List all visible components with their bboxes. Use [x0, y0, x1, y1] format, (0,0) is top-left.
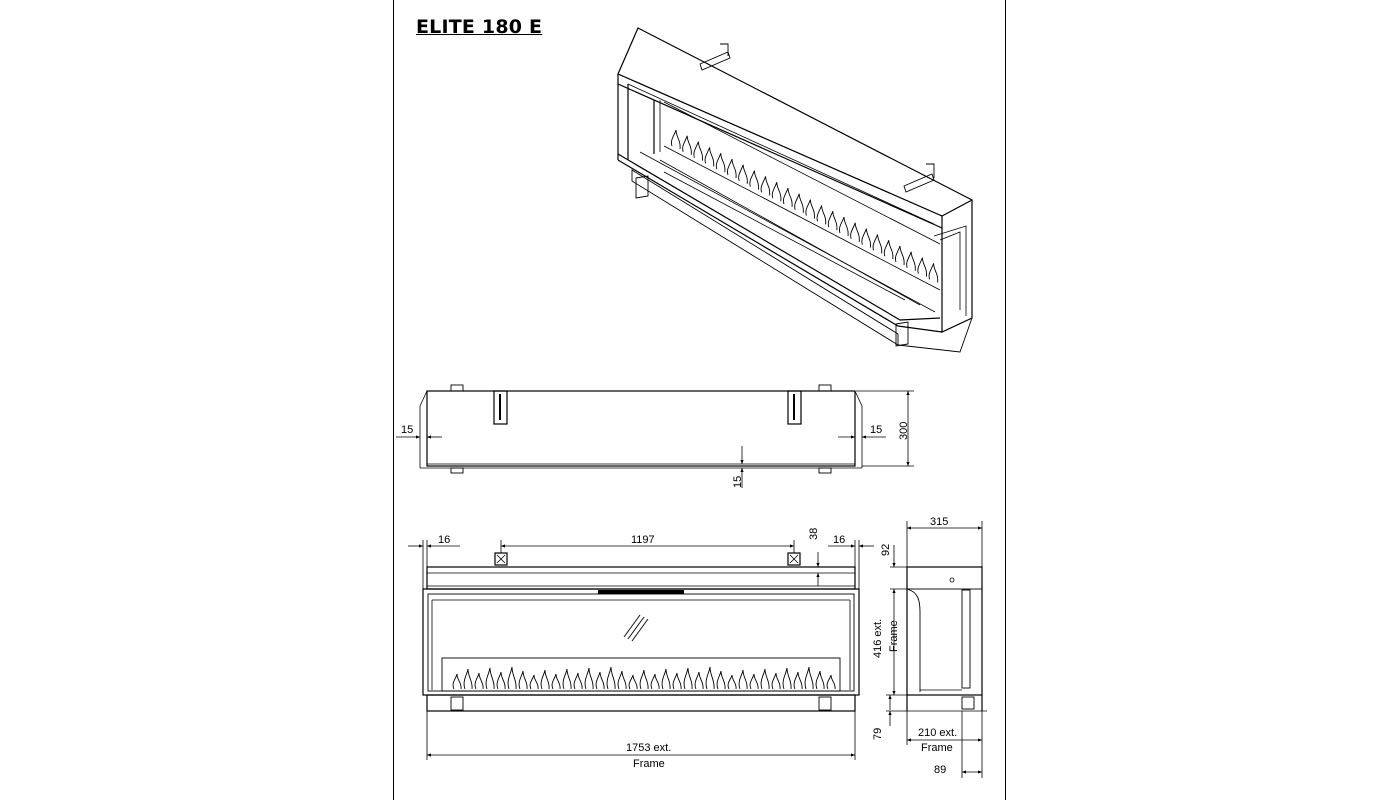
top-view — [420, 385, 862, 473]
side-dim-frame-height: 416 ext. — [872, 618, 884, 658]
side-dim-frame-depth: 210 ext. — [918, 727, 958, 739]
front-dim-right-offset: 16 — [833, 534, 846, 546]
top-dim-bottom: 15 — [732, 475, 744, 488]
front-dim-bracket-spacing: 1197 — [631, 534, 655, 546]
side-dim-frame-depth-note: Frame — [921, 742, 953, 754]
front-view — [423, 553, 859, 711]
drawing-title: ELITE 180 E — [416, 16, 543, 38]
side-dim-depth: 315 — [930, 516, 949, 528]
side-dim-top: 92 — [880, 543, 892, 556]
side-dim-frame-height-note: Frame — [888, 620, 900, 652]
front-dim-left-offset: 16 — [438, 534, 451, 546]
top-dim-left: 15 — [401, 424, 414, 436]
front-dim-width-note: Frame — [633, 758, 665, 770]
front-dim-bracket-height: 38 — [808, 527, 820, 540]
top-dim-right: 15 — [870, 424, 883, 436]
side-dim-back: 89 — [934, 764, 947, 776]
side-view-dimensions — [886, 521, 982, 778]
side-view — [907, 567, 987, 711]
isometric-view — [618, 28, 972, 352]
front-dim-width: 1753 ext. — [626, 742, 672, 754]
top-view-dimensions — [396, 391, 914, 488]
side-dim-bottom: 79 — [872, 727, 884, 740]
top-dim-depth: 300 — [898, 421, 910, 440]
